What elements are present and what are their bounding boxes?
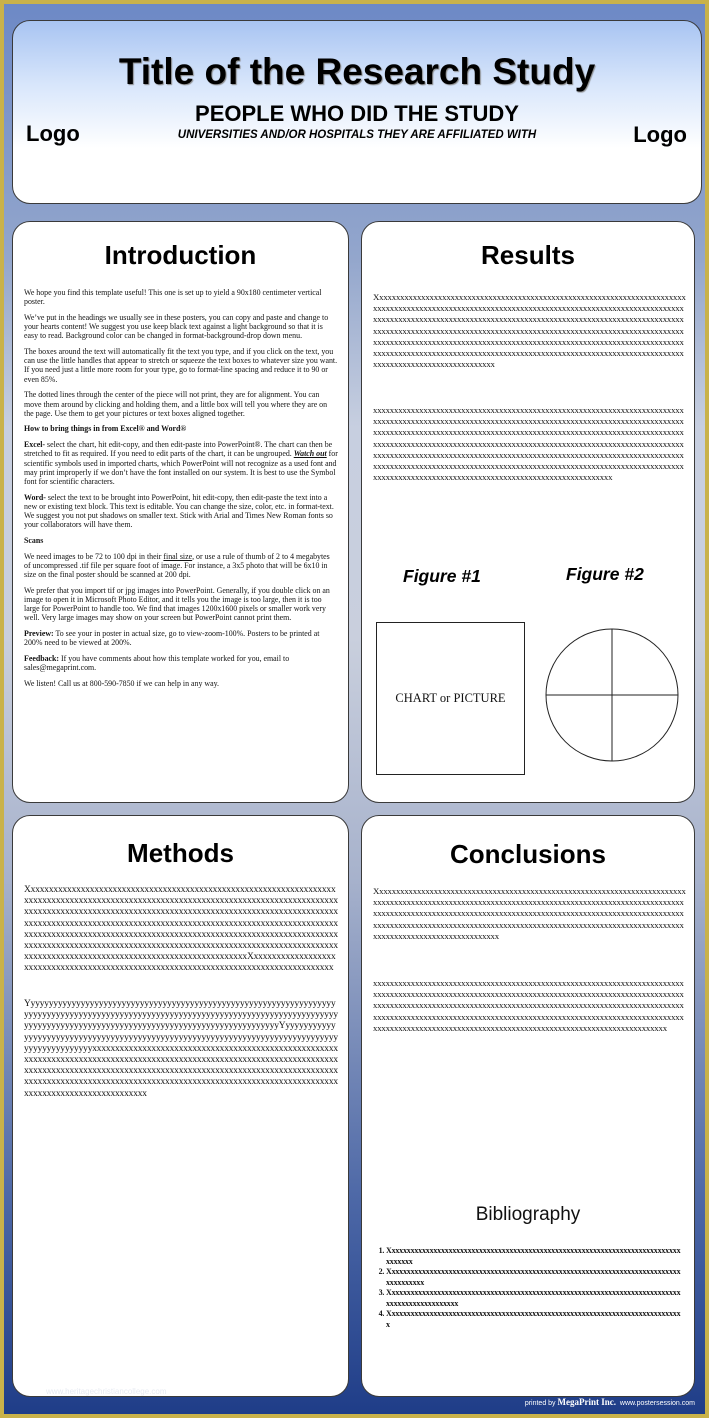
results-text-block-1: Xxxxxxxxxxxxxxxxxxxxxxxxxxxxxxxxxxxxxxxxxxxxxxxxxxxxxxxxxxxxxxxxxxxxxxxxxxxxxxxxxxxxxxxxxxxxxxxxxxxxxxxxxxxxxxxxxxxxxxxxxxxxxxxxxxxxxxxxxxxxxxxxxxxxxxxxxxxxxxxxxxxxxxxxxxxxxxxxxxxxxxxxxxxxxxxxxxxxxxxxxxxxxxxxxxxxxxxxxxxxxxxxxxxxxxxxxxxxxxxxxxxxxxxxxxxxxxxxxxxxxxxxxxxxxxxxxxxxxxxxxxxxxxxxxxxxxxxxxxxxxxxxxxxxxxxxxxxxxxxxxxxxxxxxxxxxxxxxxxxxxxxxxxxxxxxxxxxxxxxxxxxxxxxxxxxxxxxxxxxxxxxxxxxxxxxxxxxxxxxxxxxxxxxxxxxxxxxxxxxxxxxxxxxxxxxxxxxxxxxxxxxxxxxxxxxxxxxxxxxxxxxxxxxxxxxxx — [373, 292, 686, 370]
intro-paragraph: We’ve put in the headings we usually see in these posters, you can copy and paste and change to your hearts content! We suggest you use keep black text against a light background so that it is easy to read. Background color can be changed in format-background-drop down menu. — [24, 312, 329, 341]
authors-line: PEOPLE WHO DID THE STUDY — [195, 101, 519, 126]
introduction-body — [24, 288, 338, 695]
word-label: Word- — [24, 492, 46, 502]
listen-paragraph: We listen! Call us at 800-590-7850 if we can help in any way. — [24, 678, 219, 688]
word-paragraph — [24, 493, 338, 530]
conclusions-text-block-1: Xxxxxxxxxxxxxxxxxxxxxxxxxxxxxxxxxxxxxxxxxxxxxxxxxxxxxxxxxxxxxxxxxxxxxxxxxxxxxxxxxxxxxxxxxxxxxxxxxxxxxxxxxxxxxxxxxxxxxxxxxxxxxxxxxxxxxxxxxxxxxxxxxxxxxxxxxxxxxxxxxxxxxxxxxxxxxxxxxxxxxxxxxxxxxxxxxxxxxxxxxxxxxxxxxxxxxxxxxxxxxxxxxxxxxxxxxxxxxxxxxxxxxxxxxxxxxxxxxxxxxxxxxxxxxxxxxxxxxxxxxxxxxxxxxxxxxxxxxxxxxxxxxxxxxxxxxxxxxxxxxxxxxx — [373, 886, 686, 941]
bibliography-item: 3. Xxxxxxxxxxxxxxxxxxxxxxxxxxxxxxxxxxxxxxxxxxxxxxxxxxxxxxxxxxxxxxxxxxxxxxxxxxxxxxxxxxxxxxxxxxxxxxxx — [386, 1288, 684, 1309]
excel-paragraph — [24, 440, 338, 486]
preview-paragraph — [24, 629, 338, 647]
printer-brand: MegaPrint Inc. — [557, 1397, 617, 1407]
watermark-text: www.heritagechristiancollege.com — [46, 1387, 167, 1396]
conclusions-heading: Conclusions — [449, 839, 606, 869]
scans-paragraph — [24, 552, 338, 580]
chart-placeholder-box — [376, 622, 525, 775]
methods-heading: Methods — [127, 838, 234, 868]
bibliography-list — [374, 1246, 684, 1330]
logo-left: Logo — [26, 121, 80, 146]
methods-text-block-2: YyyyyyyyyyyyyyyyyyyyyyyyyyyyyyyyyyyyyyyyyyyyyyyyyyyyyyyyyyyyyyyyyyyyyyyyyyyyyyyyyyyyyyyyyyyyyyyyyyyyyyyyyyyyyyyyyyyyyyyyyyyyyyyyyyyyyyyyyyyyyyyyyyyyyyyyyyyyyyyyyyyyyyyyyyyyyyyyyyyyyyyyyyyyyyyyyYyyyyyyyyyyyyyyyyyyyyyyyyyyyyyyyyyyyyyyyyyyyyyyyyyyyyyyyyyyyyyyyyyyyyyyyyyyyyyyyyyyyyyyyyyyyyyyyxxxxxxxxxxxxxxxxxxxxxxxxxxxxxxxxxxxxxxxxxxxxxxxxxxxxxxxxxxxxxxxxxxxxxxxxxxxxxxxxxxxxxxxxxxxxxxxxxxxxxxxxxxxxxxxxxxxxxxxxxxxxxxxxxxxxxxxxxxxxxxxxxxxxxxxxxxxxxxxxxxxxxxxxxxxxxxxxxxxxxxxxxxxxxxxxxxxxxxxxxxxxxxxxxxxxxxxxxxxxxxxxxxxxxxxxxxxxxxxxxxxxxxxxxxxxxxxxxxxxxxxxxxxxxxxxxxxxxxxxxxxxxxxx — [24, 999, 338, 1099]
affiliations-line: UNIVERSITIES AND/OR HOSPITALS THEY ARE AFFILIATED WITH — [177, 129, 537, 141]
excel-label: Excel- — [24, 440, 46, 450]
introduction-heading: Introduction — [104, 240, 257, 270]
bibliography-heading: Bibliography — [475, 1204, 581, 1225]
poster-background — [4, 4, 705, 1414]
printer-credit — [525, 1397, 695, 1407]
excel-word-subheading — [24, 424, 338, 433]
conclusions-text-block-2: xxxxxxxxxxxxxxxxxxxxxxxxxxxxxxxxxxxxxxxxxxxxxxxxxxxxxxxxxxxxxxxxxxxxxxxxxxxxxxxxxxxxxxxxxxxxxxxxxxxxxxxxxxxxxxxxxxxxxxxxxxxxxxxxxxxxxxxxxxxxxxxxxxxxxxxxxxxxxxxxxxxxxxxxxxxxxxxxxxxxxxxxxxxxxxxxxxxxxxxxxxxxxxxxxxxxxxxxxxxxxxxxxxxxxxxxxxxxxxxxxxxxxxxxxxxxxxxxxxxxxxxxxxxxxxxxxxxxxxxxxxxxxxxxxxxxxxxxxxxxxxxxxxxxxxxxxxxxxxxxxxxxxxxxxxxxxxxxxxxxxxxxxxxxxxxxxxxxxxxxxxxxxx — [373, 978, 684, 1033]
introduction-panel — [12, 221, 349, 803]
feedback-label: Feedback: — [24, 654, 60, 663]
excel-text-b: for scientific symbols used in imported charts, which PowerPoint will not recognize as a used font and may print improperly if we don’t have the font installed on our system. It is best to use the Symbol font for scientific characters. — [24, 449, 338, 486]
title-banner — [12, 20, 702, 204]
scans-text-b: , or use a rule of thumb of 2 to 4 megabytes of uncompressed .tif file per square foot of image. For instance, a 3x5 photo that will be 6x10 in size on the final poster should be scanned at 200 dpi. — [24, 551, 330, 580]
results-text-block-2: xxxxxxxxxxxxxxxxxxxxxxxxxxxxxxxxxxxxxxxxxxxxxxxxxxxxxxxxxxxxxxxxxxxxxxxxxxxxxxxxxxxxxxxxxxxxxxxxxxxxxxxxxxxxxxxxxxxxxxxxxxxxxxxxxxxxxxxxxxxxxxxxxxxxxxxxxxxxxxxxxxxxxxxxxxxxxxxxxxxxxxxxxxxxxxxxxxxxxxxxxxxxxxxxxxxxxxxxxxxxxxxxxxxxxxxxxxxxxxxxxxxxxxxxxxxxxxxxxxxxxxxxxxxxxxxxxxxxxxxxxxxxxxxxxxxxxxxxxxxxxxxxxxxxxxxxxxxxxxxxxxxxxxxxxxxxxxxxxxxxxxxxxxxxxxxxxxxxxxxxxxxxxxxxxxxxxxxxxxxxxxxxxxxxxxxxxxxxxxxxxxxxxxxxxxxxxxxxxxxxxxxxxxxxxxxxxxxxxxxxxxxxxxxxxxxxxxxxxxxxxxxxxxxxxxxxxxxxxxxxxxxxxxxxxxxxxxxxxxxxx — [373, 405, 684, 483]
results-panel — [361, 221, 695, 803]
methods-panel — [12, 815, 349, 1397]
printed-by-label: printed by — [524, 1400, 556, 1407]
scans-subheading-text: Scans — [24, 535, 44, 545]
excel-word-subheading-text: How to bring things in from Excel® and Word® — [24, 424, 187, 434]
watch-out-text: Watch out — [293, 449, 327, 459]
pie-placeholder — [545, 628, 679, 762]
figure-1-label: Figure #1 — [403, 566, 481, 586]
scans-text-a: We need images to be 72 to 100 dpi in their — [24, 551, 164, 561]
chart-placeholder-label: CHART or PICTURE — [395, 691, 506, 705]
preview-text: To see your in poster in actual size, go to view-zoom-100%. Posters to be printed at 200% need to be viewed at 200%. — [24, 629, 320, 648]
intro-paragraph: The boxes around the text will automatically fit the text you type, and if you click on the text, you can use the little handles that appear to stretch or squeeze the text boxes to whatever size you want. If you need just a little more room for your type, go to format-line spacing and reduce it to 90 or even 85%. — [24, 347, 338, 384]
bibliography-item: 1. Xxxxxxxxxxxxxxxxxxxxxxxxxxxxxxxxxxxxxxxxxxxxxxxxxxxxxxxxxxxxxxxxxxxxxxxxxxxxxxxxxxxx — [386, 1246, 684, 1267]
word-text: select the text to be brought into PowerPoint, hit edit-copy, then edit-paste the text into a new or existing text block. This text is editable. You can change the size, color, etc. in format-text. We suggest you not put shadows on smaller text. Stick with Arial and Times New Roman fonts so your collaborators will have them. — [24, 492, 334, 530]
final-size-text: final size — [163, 551, 193, 561]
tif-paragraph: We prefer that you import tif or jpg images into PowerPoint. Generally, if you double click on an image to open it in Microsoft Photo Editor, and it tells you the image is too large, then it is too large for PowerPoint to handle too. We find that images 1200x1600 pixels or smaller work very well. Very large images may show on your screen but PowerPoint cannot print them. — [24, 585, 330, 623]
methods-text-block-1: XxxxxxxxxxxxxxxxxxxxxxxxxxxxxxxxxxxxxxxxxxxxxxxxxxxxxxxxxxxxxxxxxxxxxxxxxxxxxxxxxxxxxxxxxxxxxxxxxxxxxxxxxxxxxxxxxxxxxxxxxxxxxxxxxxxxxxxxxxxxxxxxxxxxxxxxxxxxxxxxxxxxxxxxxxxxxxxxxxxxxxxxxxxxxxxxxxxxxxxxxxxxxxxxxxxxxxxxxxxxxxxxxxxxxxxxxxxxxxxxxxxxxxxxxxxxxxxxxxxxxxxxxxxxxxxxxxxxxxxxxxxxxxxxxxxxxxxxxxxxxxxxxxxxxxxxxxxxxxxxxxxxxxxxxxxxxxxxxxxxxxxxxxxxxxxxxxxxxxxxxxxxxxxxxxxxxxxxxxxxxxxxxxxxxxxxxxxxxxxxxxxxxxxxxxxxxxxxxxxxxxxxxxxxxxxxxxxxxxxxxxxxxxxxxxxxxxxxxxxxxxXxxxxxxxxxxxxxxxxxxxxxxxxxxxxxxxxxxxxxxxxxxxxxxxxxxxxxxxxxxxxxxxxxxxxxxxxxxxxxxxxxxxxxx — [24, 885, 338, 974]
bibliography-item: 4. Xxxxxxxxxxxxxxxxxxxxxxxxxxxxxxxxxxxxxxxxxxxxxxxxxxxxxxxxxxxxxxxxxxxxxxxxxxxxxx — [386, 1309, 684, 1330]
intro-paragraph: We hope you find this template useful! This one is set up to yield a 90x180 centimeter vertical poster. — [24, 288, 322, 307]
preview-label: Preview: — [24, 629, 54, 639]
scans-subheading — [24, 536, 338, 545]
feedback-paragraph — [24, 654, 338, 672]
logo-right: Logo — [633, 122, 687, 147]
printer-website: www.postersession.com — [619, 1400, 695, 1407]
feedback-text: If you have comments about how this template worked for you, email to sales@megaprint.com. — [24, 654, 290, 673]
figure-2-label: Figure #2 — [566, 564, 644, 584]
conclusions-panel — [361, 815, 695, 1397]
intro-paragraph: The dotted lines through the center of the piece will not print, they are for alignment. You can move them around by clicking and holding them, and a little box will tell you where they are on the page. Use them to get your pictures or text boxes aligned together. — [24, 390, 328, 418]
bibliography-item: 2. Xxxxxxxxxxxxxxxxxxxxxxxxxxxxxxxxxxxxxxxxxxxxxxxxxxxxxxxxxxxxxxxxxxxxxxxxxxxxxxxxxxxxxxx — [386, 1267, 684, 1288]
excel-text-a: select the chart, hit edit-copy, and then edit-paste into PowerPoint®. The chart can then be stretched to fit as required. If you need to edit parts of the chart, it can be ungrouped. — [24, 440, 333, 459]
poster-title: Title of the Research Study — [118, 51, 596, 92]
results-heading: Results — [481, 240, 575, 270]
